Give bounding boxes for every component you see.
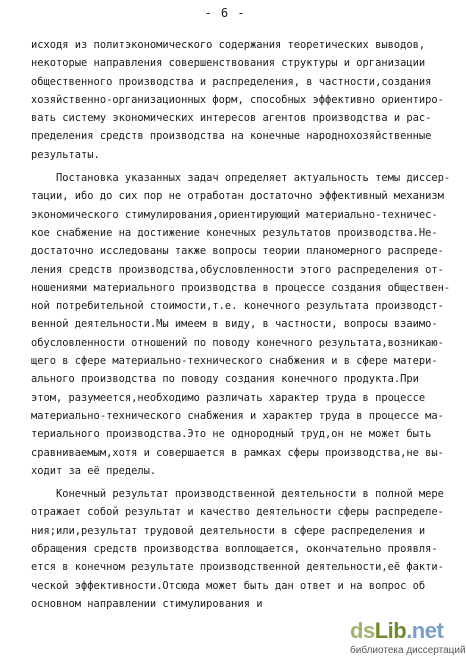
- text-line: материально-технического снабжения и характер труда в процессе ма-: [31, 409, 444, 422]
- text-line: ния;или,результат трудовой деятельности в сфере распределения и: [31, 524, 426, 537]
- text-line: обращения средств производства воплощается, окончательно проявля-: [31, 543, 438, 556]
- text-line: Постановка указанных задач определяет актуальность темы диссер-: [31, 172, 451, 185]
- text-line: основном направлении стимулирования и: [31, 597, 263, 610]
- text-line: результаты.: [31, 148, 100, 161]
- text-line: некоторые направления совершенствования структуры и организации: [31, 57, 426, 70]
- text-line: исходя из политэкономического содержания теоретических выводов,: [31, 39, 426, 51]
- text-line: ношениями материального производства в процессе создания обществен-: [31, 281, 451, 294]
- text-line: ется в конечном результате производственной деятельности,её факти-: [31, 561, 444, 574]
- text-line: общественного производства и распределения, в частности,создания: [31, 75, 432, 88]
- paragraph-2: [31, 169, 451, 480]
- text-line: экономического стимулирования,ориентирующий материально-техничес-: [31, 208, 438, 221]
- text-line: этом, разумеется,необходимо различать характер труда в процессе: [31, 391, 426, 404]
- text-line: ческой эффективности.Отсюда может быть дан ответ и на вопрос об: [31, 579, 426, 592]
- text-line: ходит за её пределы.: [31, 464, 157, 477]
- text-line: териального производства.Это не однородный труд,он не может быть: [31, 428, 432, 441]
- text-line: Конечный результат производственной деятельности в полной мере: [31, 488, 444, 501]
- text-line: ального производства по поводу создания конечного продукта.При: [31, 373, 419, 386]
- text-line: тации, ибо до сих пор не отработан достаточно эффективный механизм: [31, 190, 444, 203]
- text-line: обусловленности отношений по поводу конечного результата,возникаю-: [31, 336, 444, 349]
- text-line: кое снабжение на достижение конечных результатов производства.Не-: [31, 226, 438, 239]
- text-line: ления средств производства,обусловленности этого распределения от-: [31, 263, 444, 276]
- text-line: ной потребительной стоимости,т.е. конечного результата производст-: [31, 300, 444, 313]
- text-line: хозяйственно-организационных форм, способных эффективно ориентиро-: [31, 93, 444, 106]
- document-body: [31, 36, 451, 613]
- text-line: достаточно исследованы также вопросы теории планомерного распреде-: [31, 245, 444, 258]
- dslib-watermark: [350, 618, 466, 662]
- watermark-subtitle: библиотека диссертаций: [350, 645, 466, 656]
- dslib-logo: dsLib.net: [350, 618, 444, 643]
- paragraph-1: [31, 36, 444, 164]
- text-line: щего в сфере материально-технического снабжения и в сфере матери-: [31, 355, 438, 368]
- text-line: отражает собой результат и качество деятельности сферы распределе-: [31, 506, 444, 519]
- paragraph-3: [31, 485, 444, 613]
- page-number: - 6 -: [204, 6, 246, 20]
- text-line: сравниваемым,хотя и совершается в рамках сферы производства,не вы-: [31, 446, 444, 459]
- text-line: вать систему экономических интересов агентов производства и рас-: [31, 112, 432, 125]
- text-line: венной деятельности.Мы имеем в виду, в частности, вопросы взаимо-: [31, 318, 438, 331]
- text-line: пределения средств производства на конечные народнохозяйственные: [31, 130, 432, 143]
